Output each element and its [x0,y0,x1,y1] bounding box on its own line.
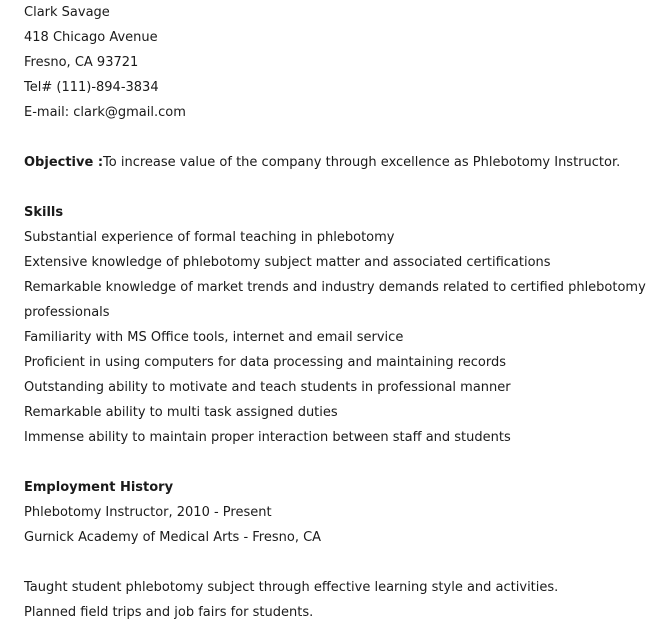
skill-item: Outstanding ability to motivate and teach students in professional manner [24,380,511,395]
contact-email: E-mail: clark@gmail.com [24,105,186,120]
contact-city: Fresno, CA 93721 [24,55,139,70]
spacer [24,453,664,478]
skill-item: Substantial experience of formal teaching in phlebotomy [24,230,395,245]
skill-item: Remarkable knowledge of market trends and industry demands related to certified phlebotomy [24,280,646,295]
employment-heading: Employment History [24,480,174,495]
contact-street: 418 Chicago Avenue [24,30,158,45]
contact-phone: Tel# (111)-894-3834 [24,80,159,95]
contact-name: Clark Savage [24,5,110,20]
objective-label: Objective : [24,155,104,170]
spacer [24,128,664,153]
skill-item: Remarkable ability to multi task assigned duties [24,405,338,420]
objective-line [24,153,664,178]
employment-position: Phlebotomy Instructor, 2010 - Present [24,505,272,520]
skill-item: Extensive knowledge of phlebotomy subject matter and associated certifications [24,255,551,270]
spacer [24,178,664,203]
skills-heading: Skills [24,205,64,220]
resume-document [24,3,664,628]
skill-item: Familiarity with MS Office tools, internet and email service [24,330,404,345]
duty-item: Planned field trips and job fairs for students. [24,605,314,620]
skill-item: Immense ability to maintain proper interaction between staff and students [24,430,511,445]
skill-item: Proficient in using computers for data processing and maintaining records [24,355,507,370]
spacer [24,553,664,578]
duty-item: Taught student phlebotomy subject through effective learning style and activities. [24,580,559,595]
employment-employer: Gurnick Academy of Medical Arts - Fresno, CA [24,530,322,545]
skill-item: professionals [24,305,110,320]
objective-text: To increase value of the company through excellence as Phlebotomy Instructor. [103,155,621,170]
